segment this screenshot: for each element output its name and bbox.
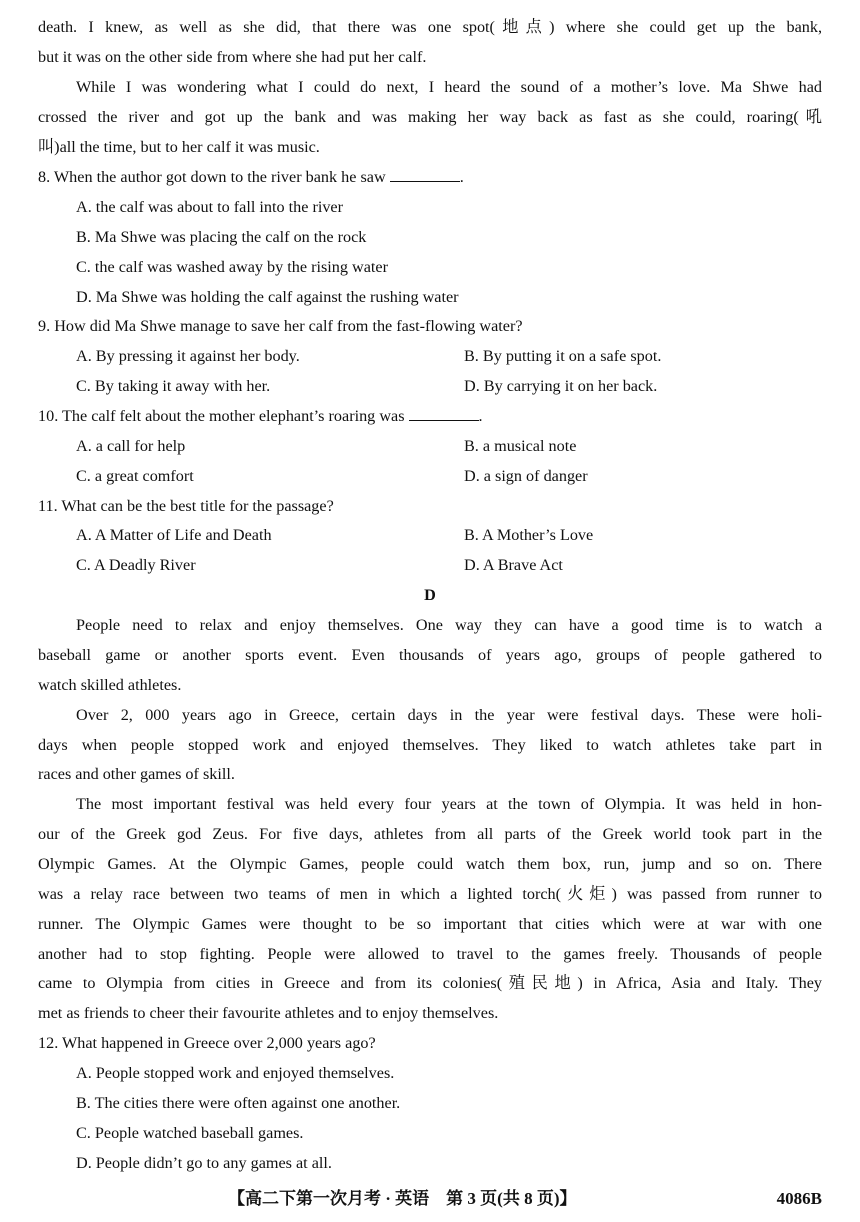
question-stem-end: . <box>459 168 464 186</box>
option-b: B. a musical note <box>464 437 577 455</box>
option-d: D. a sign of danger <box>464 467 588 485</box>
passage-d-line: runner. The Olympic Games were thought to be so important that cities which were at war with one <box>38 915 822 933</box>
option-d: D. A Brave Act <box>464 556 563 574</box>
passage-d-line: Olympic Games. At the Olympic Games, people could watch them box, run, jump and so on. There <box>38 855 822 873</box>
option-c: C. People watched baseball games. <box>76 1124 304 1142</box>
question-9-stem: 9. How did Ma Shwe manage to save her calf from the fast-flowing water? <box>38 317 523 335</box>
passage-d-line: People need to relax and enjoy themselves. One way they can have a good time is to watch a <box>76 616 822 634</box>
passage-d-line: The most important festival was held every four years at the town of Olympia. It was held in hon- <box>76 795 822 813</box>
answer-blank <box>390 167 460 182</box>
option-a: A. A Matter of Life and Death <box>76 526 272 544</box>
option-a: A. the calf was about to fall into the river <box>76 198 344 216</box>
passage-d-line: was a relay race between two teams of men in which a lighted torch(火炬) was passed from runner to <box>38 885 822 903</box>
passage-c-line: 叫)all the time, but to her calf it was music. <box>38 138 320 156</box>
passage-c-line: death. I knew, as well as she did, that there was one spot(地点) where she could get up the bank, <box>38 18 822 36</box>
option-d: D. Ma Shwe was holding the calf against the rushing water <box>76 288 459 306</box>
passage-c-line: While I was wondering what I could do next, I heard the sound of a mother’s love. Ma Shwe had <box>76 78 822 96</box>
option-b: B. Ma Shwe was placing the calf on the rock <box>76 228 367 246</box>
page-footer-code: 4086B <box>776 1189 822 1208</box>
passage-d-line: watch skilled athletes. <box>38 676 182 694</box>
passage-d-heading: D <box>424 586 436 604</box>
passage-d-line: our of the Greek god Zeus. For five days, athletes from all parts of the Greek world took part in the <box>38 825 822 843</box>
passage-d-line: days when people stopped work and enjoyed themselves. They liked to watch athletes take part in <box>38 736 822 754</box>
option-b: B. The cities there were often against one another. <box>76 1094 401 1112</box>
question-11-stem: 11. What can be the best title for the passage? <box>38 497 334 515</box>
option-a: A. People stopped work and enjoyed themselves. <box>76 1064 395 1082</box>
passage-d-line: came to Olympia from cities in Greece and from its colonies(殖民地) in Africa, Asia and Italy. They <box>38 974 822 992</box>
question-stem-end: . <box>478 407 483 425</box>
question-10-stem <box>38 401 822 431</box>
question-stem-text: 10. The calf felt about the mother elephant’s roaring was <box>38 407 405 425</box>
passage-c-line: crossed the river and got up the bank and was making her way back as fast as she could, roaring(吼 <box>38 108 822 126</box>
question-8-stem <box>38 162 822 192</box>
passage-d-line: baseball game or another sports event. Even thousands of years ago, groups of people gathered to <box>38 646 822 664</box>
passage-d-line: another had to stop fighting. People were allowed to travel to the games freely. Thousands of people <box>38 945 822 963</box>
option-b: B. By putting it on a safe spot. <box>464 347 662 365</box>
passage-d-line: races and other games of skill. <box>38 765 235 783</box>
option-b: B. A Mother’s Love <box>464 526 594 544</box>
question-stem-text: 8. When the author got down to the river bank he saw <box>38 168 386 186</box>
option-c: C. A Deadly River <box>76 556 196 574</box>
passage-c-line: but it was on the other side from where she had put her calf. <box>38 48 427 66</box>
option-c: C. a great comfort <box>76 467 194 485</box>
page-footer-label: 【高二下第一次月考 · 英语 第 3 页(共 8 页)】 <box>228 1189 577 1208</box>
option-a: A. a call for help <box>76 437 186 455</box>
option-c: C. By taking it away with her. <box>76 377 271 395</box>
option-c: C. the calf was washed away by the rising water <box>76 258 388 276</box>
answer-blank <box>409 406 479 421</box>
option-d: D. By carrying it on her back. <box>464 377 658 395</box>
option-a: A. By pressing it against her body. <box>76 347 300 365</box>
passage-d-line: met as friends to cheer their favourite athletes and to enjoy themselves. <box>38 1004 499 1022</box>
option-d: D. People didn’t go to any games at all. <box>76 1154 332 1172</box>
question-12-stem: 12. What happened in Greece over 2,000 years ago? <box>38 1034 376 1052</box>
passage-d-line: Over 2, 000 years ago in Greece, certain days in the year were festival days. These were holi- <box>76 706 822 724</box>
